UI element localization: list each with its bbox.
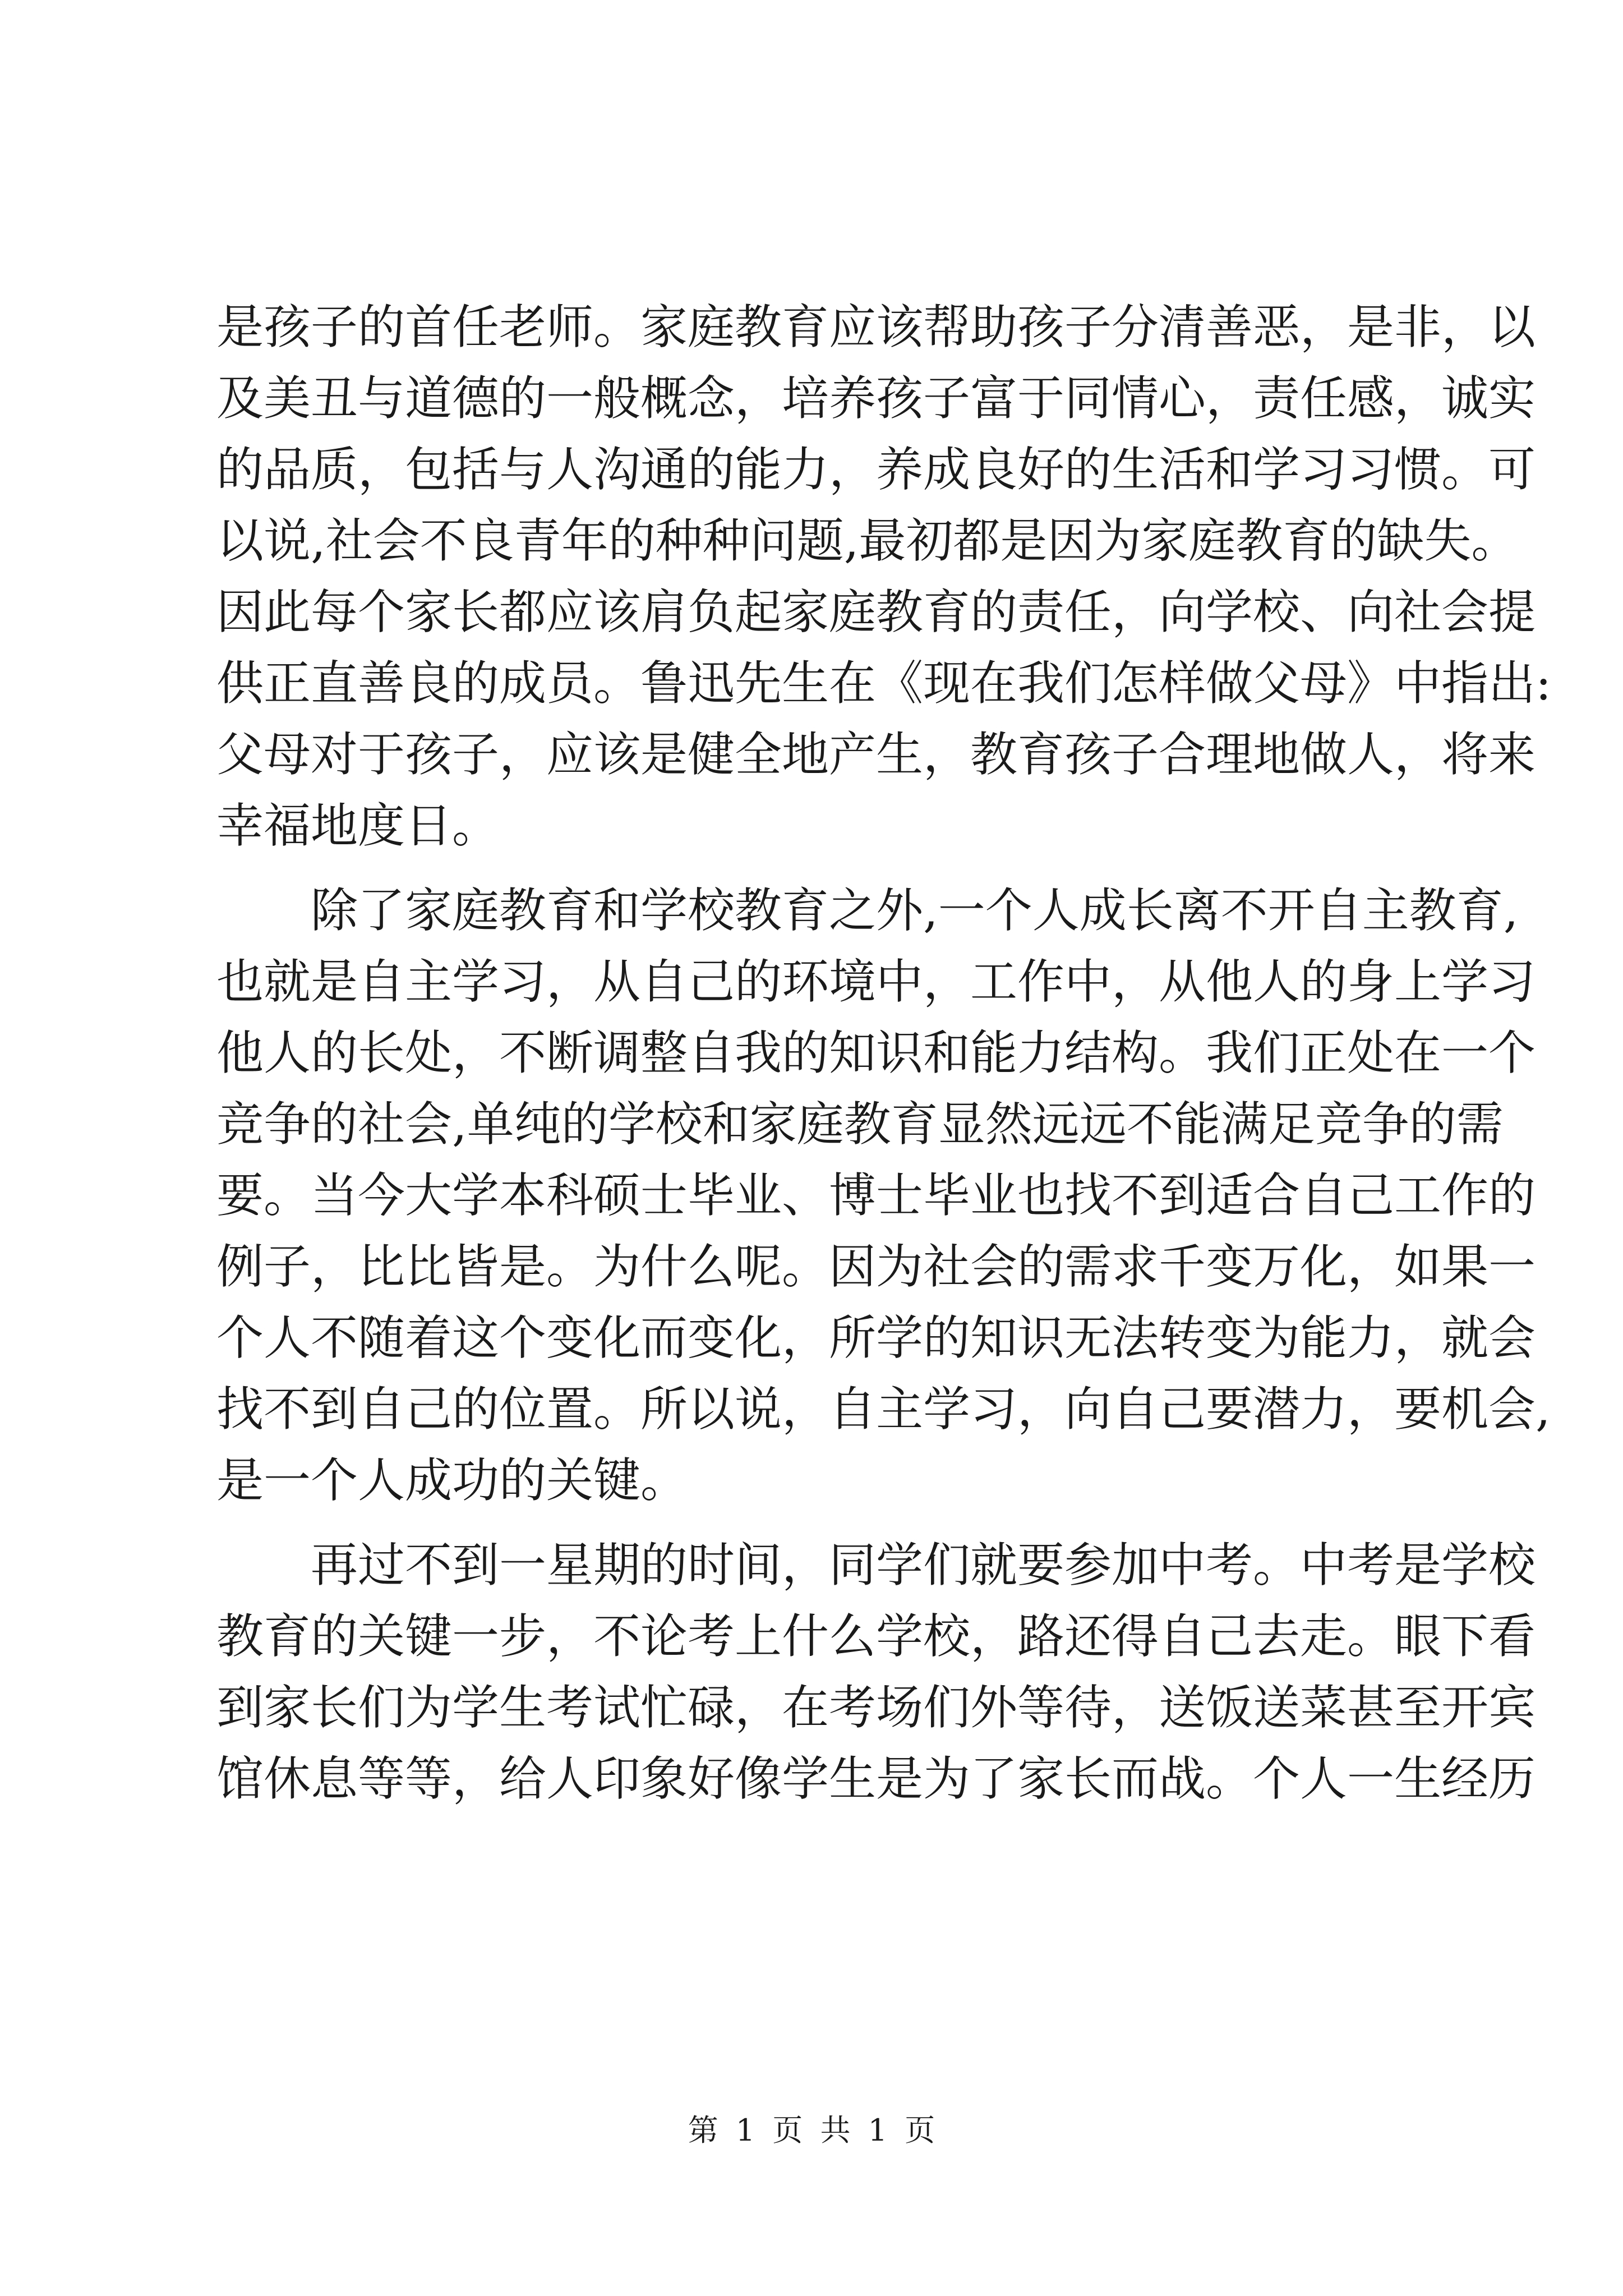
page-footer: 第 1 页 共 1 页 <box>688 2113 935 2148</box>
text-line: 父母对于孩子，应该是健全地产生，教育孩子合理地做人，将来 <box>216 727 1536 782</box>
text-line: 馆休息等等，给人印象好像学生是为了家长而战。个人一生经历 <box>216 1751 1536 1806</box>
text-line: 他人的长处，不断调整自我的知识和能力结构。我们正处在一个 <box>216 1025 1536 1080</box>
paragraph <box>216 292 1552 862</box>
text-line: 再过不到一星期的时间，同学们就要参加中考。中考是学校 <box>311 1538 1536 1593</box>
text-line: 例子，比比皆是。为什么呢。因为社会的需求千变万化，如果一 <box>216 1239 1536 1294</box>
text-line: 供正直善良的成员。鲁迅先生在《现在我们怎样做父母》中指出: <box>216 656 1552 711</box>
text-line: 除了家庭教育和学校教育之外,一个人成长离不开自主教育, <box>311 883 1519 938</box>
text-line: 到家长们为学生考试忙碌，在考场们外等待，送饭送菜甚至开宾 <box>216 1680 1536 1735</box>
text-line: 是孩子的首任老师。家庭教育应该帮助孩子分清善恶，是非，以 <box>216 300 1536 355</box>
paragraph <box>216 875 1551 1516</box>
text-line: 以说,社会不良青年的种种问题,最初都是因为家庭教育的缺失。 <box>216 513 1519 568</box>
text-line: 的品质，包括与人沟通的能力，养成良好的生活和学习习惯。可 <box>216 442 1536 497</box>
paragraph <box>216 1530 1536 1815</box>
body-text <box>216 292 1552 1815</box>
text-line: 及美丑与道德的一般概念，培养孩子富于同情心，责任感，诚实 <box>216 371 1536 426</box>
text-line: 也就是自主学习，从自己的环境中，工作中，从他人的身上学习 <box>216 954 1536 1009</box>
text-line: 是一个人成功的关键。 <box>216 1453 688 1508</box>
paragraph-gap <box>216 862 1422 875</box>
text-line: 幸福地度日。 <box>216 798 500 853</box>
text-line: 要。当今大学本科硕士毕业、博士毕业也找不到适合自己工作的 <box>216 1168 1536 1223</box>
text-line: 个人不随着这个变化而变化，所学的知识无法转变为能力，就会 <box>216 1310 1536 1365</box>
text-line: 竞争的社会,单纯的学校和家庭教育显然远远不能满足竞争的需 <box>216 1097 1504 1152</box>
text-line: 因此每个家长都应该肩负起家庭教育的责任，向学校、向社会提 <box>216 585 1536 639</box>
text-line: 教育的关键一步，不论考上什么学校，路还得自己去走。眼下看 <box>216 1609 1536 1664</box>
paragraph-gap <box>216 1516 1422 1530</box>
text-line: 找不到自己的位置。所以说，自主学习，向自己要潜力，要机会, <box>216 1382 1551 1437</box>
